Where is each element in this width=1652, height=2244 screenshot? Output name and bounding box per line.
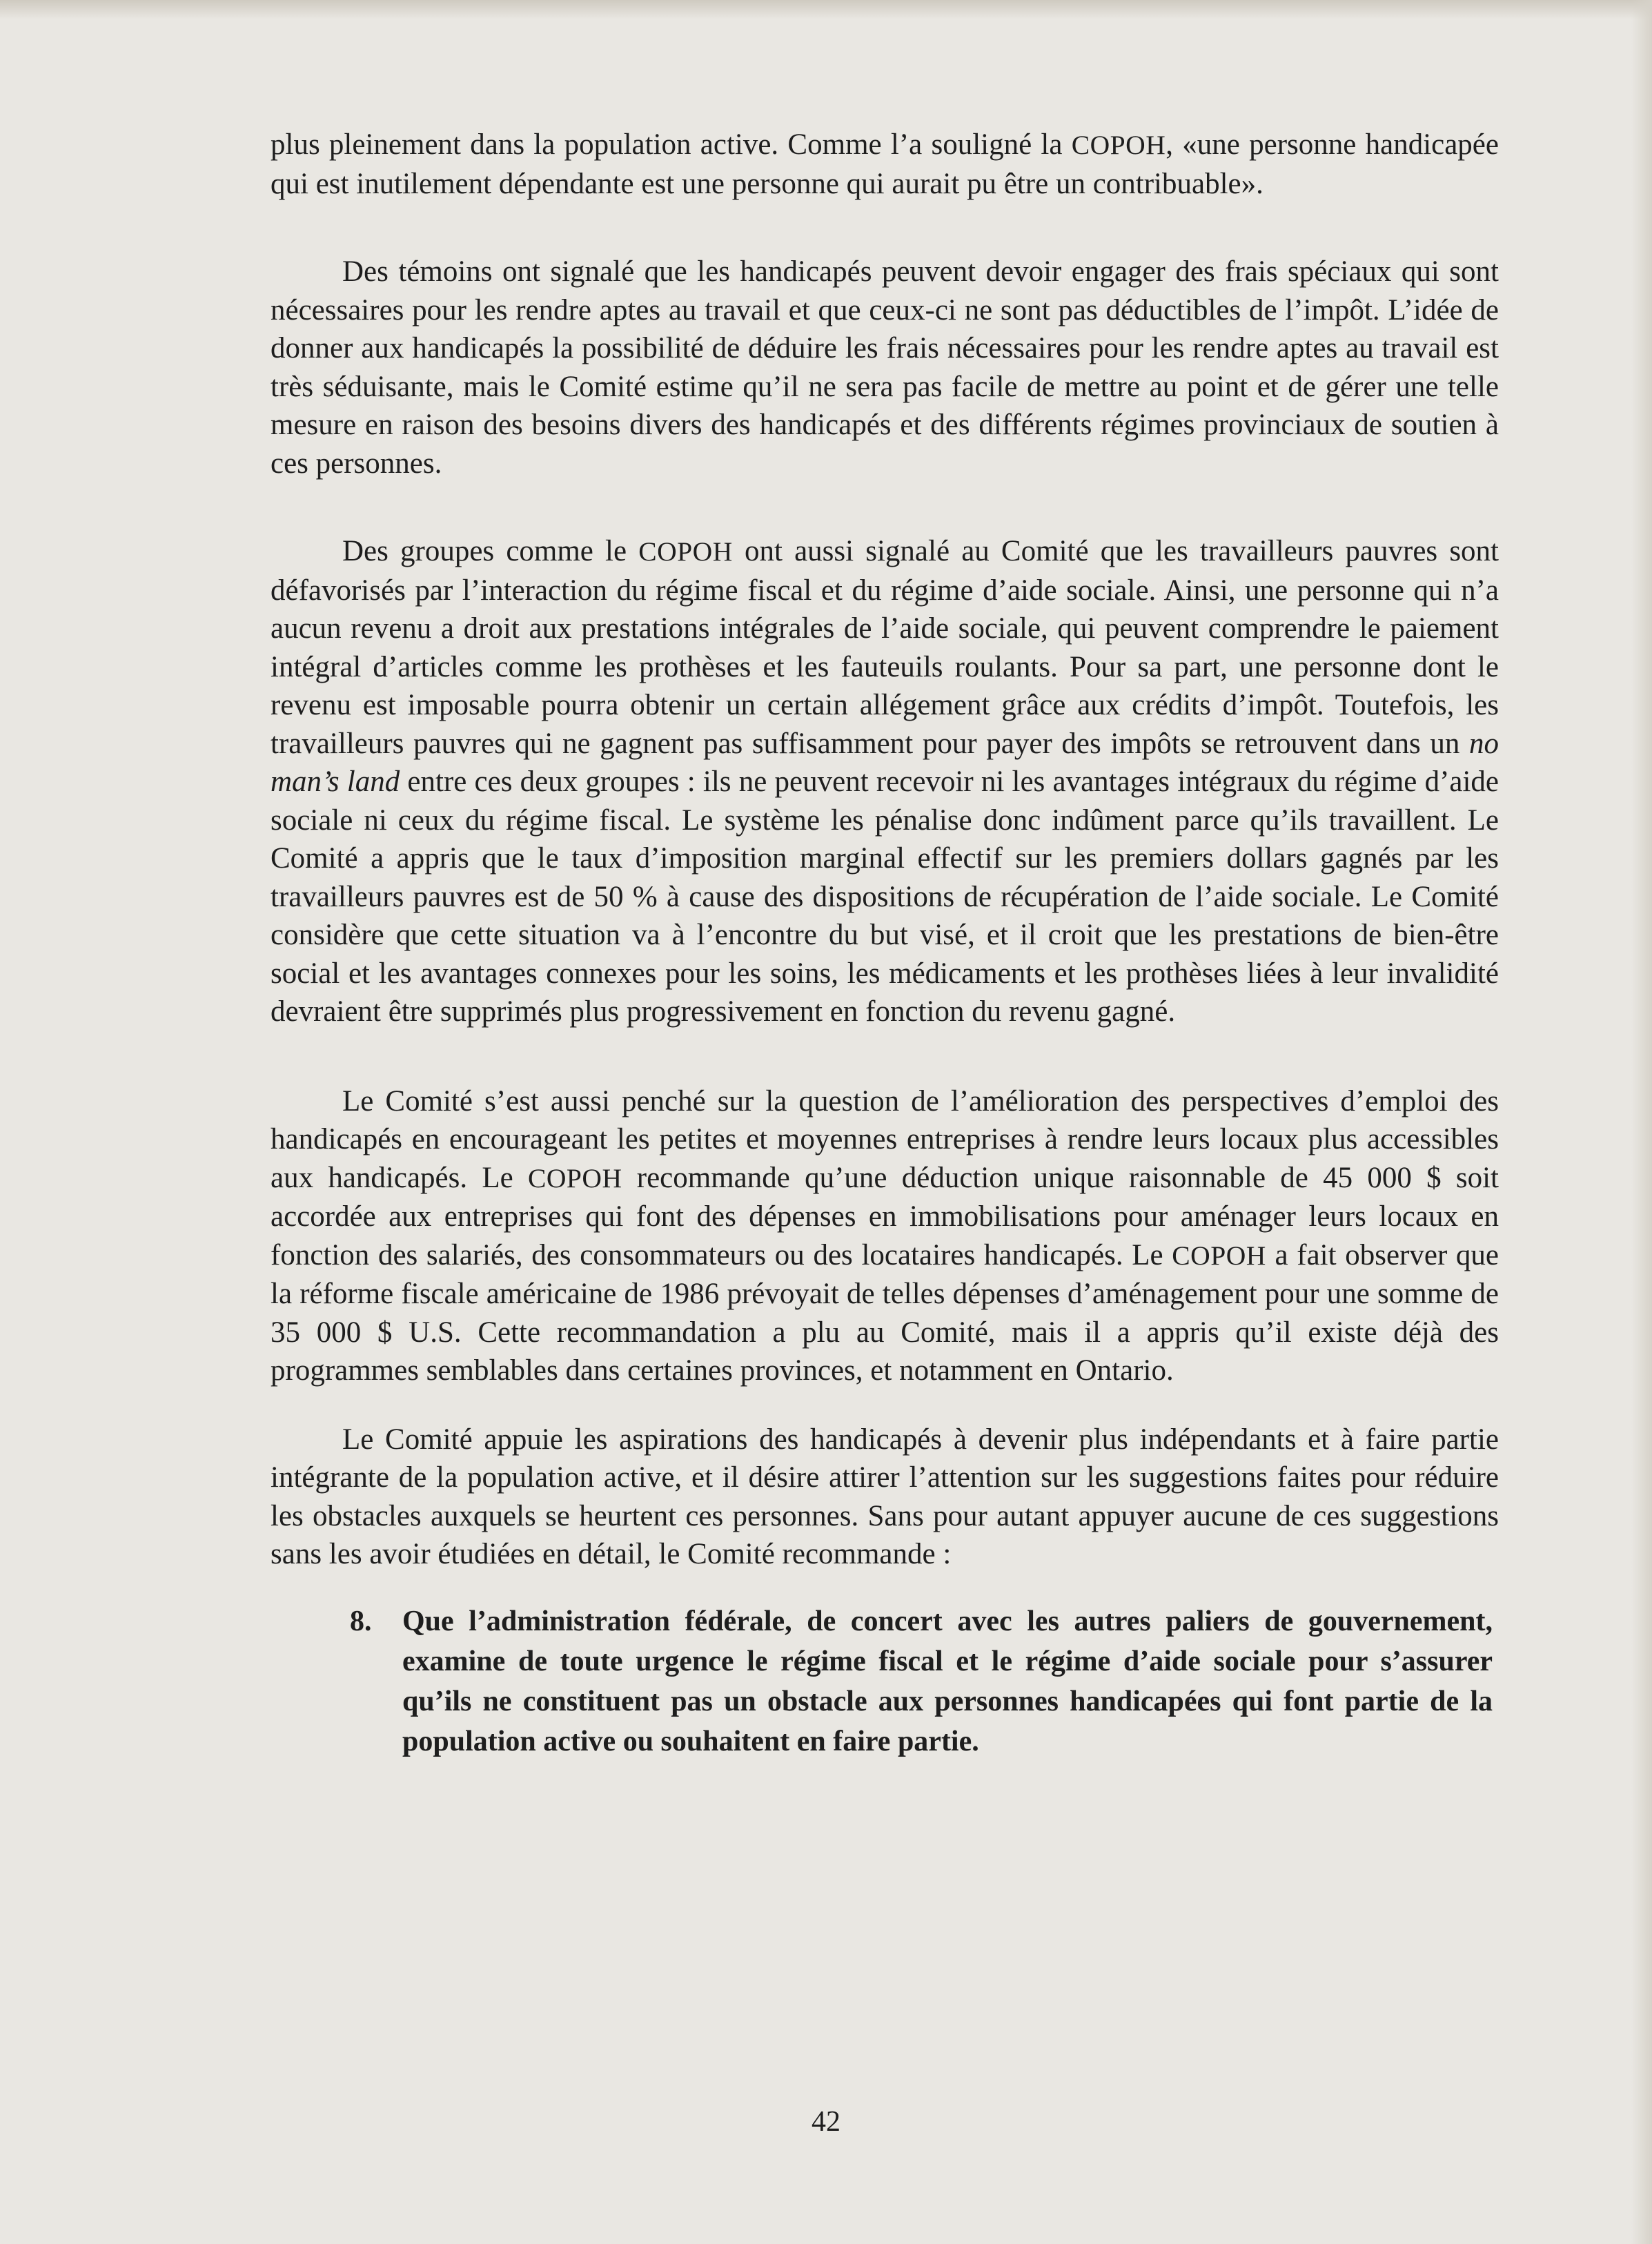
recommendation-number: 8. <box>350 1605 372 1637</box>
paragraph-4-part-b: recommande qu’une déduction unique raisonnable de 45 000 $ soit accordée aux entreprises qui font des dépenses en immobilisations pour aménager leurs locaux en fonction des salariés, des consommateurs ou des locataires handicapés. Le <box>271 1161 1499 1271</box>
page-edge-shadow-top <box>0 0 1652 19</box>
page-number: 42 <box>812 2106 840 2138</box>
paragraph-3-part-a: Des groupes comme le <box>342 535 639 567</box>
paragraph-4 <box>271 1082 1499 1390</box>
paragraph-1 <box>271 126 1499 203</box>
paragraph-1-part-b: , «une personne handicapée qui est inutilement dépendante est une personne qui aurait pu être un contribuable». <box>271 128 1499 200</box>
org-copoh: COPOH <box>1172 1240 1266 1271</box>
paragraph-3-part-b: ont aussi signalé au Comité que les travailleurs pauvres sont défavorisés par l’interaction du régime fiscal et du régime d’aide sociale. Ainsi, une personne qui n’a aucun revenu a droit aux prestations intégrales de l’aide sociale, qui peuvent comprendre le paiement intégral d’articles comme les prothèses et les fauteuils roulants. Pour sa part, une personne dont le revenu est imposable pourra obtenir un certain allégement grâce aux crédits d’impôt. Toutefois, les travailleurs pauvres qui ne gagnent pas suffisamment pour payer des impôts se retrouvent dans un <box>271 535 1499 760</box>
paragraph-2: Des témoins ont signalé que les handicapés peuvent devoir engager des frais spéciaux qui sont nécessaires pour les rendre aptes au travail et que ceux-ci ne sont pas déductibles de l’impôt. L’idée de donner aux handicapés la possibilité de déduire les frais nécessaires pour les rendre aptes au travail est très séduisante, mais le Comité estime qu’il ne sera pas facile de mettre au point et de gérer une telle mesure en raison des besoins divers des handicapés et des différents régimes provinciaux de soutien à ces personnes. <box>271 255 1499 480</box>
org-copoh: COPOH <box>638 536 733 567</box>
paragraph-5: Le Comité appuie les aspirations des handicapés à devenir plus indépendants et à faire partie intégrante de la population active, et il désire attirer l’attention sur les suggestions faites pour réduire les obstacles auxquels se heurtent ces personnes. Sans pour autant appuyer aucune de ces suggestions sans les avoir étudiées en détail, le Comité recommande : <box>271 1423 1499 1570</box>
recommendation-8 <box>350 1601 1493 1762</box>
paragraph-4-part-a: Le Comité s’est aussi penché sur la question de l’amélioration des perspectives d’emploi des handicapés en encourageant les petites et moyennes entreprises à rendre leurs locaux plus accessibles aux handicapés. Le <box>271 1084 1499 1194</box>
paragraph-1-part-a: plus pleinement dans la population active. Comme l’a souligné la <box>271 128 1072 161</box>
italic-phrase: no man’s land <box>271 727 1499 798</box>
paragraph-3-part-c: entre ces deux groupes : ils ne peuvent recevoir ni les avantages intégraux du régime d’aide sociale ni ceux du régime fiscal. Le système les pénalise donc indûment parce qu’ils travaillent. Le Comité a appris que le taux d’imposition marginal effectif sur les premiers dollars gagnés par les travailleurs pauvres est de 50 % à cause des dispositions de récupération de l’aide sociale. Le Comité considère que cette situation va à l’encontre du but visé, et il croit que les prestations de bien-être social et les avantages connexes pour les soins, les médicaments et les prothèses liées à leur invalidité devraient être supprimés plus progressivement en fonction du revenu gagné. <box>271 765 1499 1028</box>
page-edge-shadow-right <box>1631 0 1652 2244</box>
paragraph-4-part-c: a fait observer que la réforme fiscale américaine de 1986 prévoyait de telles dépenses d’aménagement pour une somme de 35 000 $ U.S. Cette recommandation a plu au Comité, mais il a appris qu’il existe déjà des programmes semblables dans certaines provinces, et notamment en Ontario. <box>271 1238 1499 1387</box>
org-copoh: COPOH <box>1071 130 1166 160</box>
org-copoh: COPOH <box>527 1162 622 1193</box>
paragraph-3 <box>271 532 1499 1031</box>
recommendation-text: Que l’administration fédérale, de concert avec les autres paliers de gouvernement, examine de toute urgence le régime fiscal et le régime d’aide sociale pour s’assurer qu’ils ne constituent pas un obstacle aux personnes handicapées qui font partie de la population active ou souhaitent en faire partie. <box>402 1605 1493 1757</box>
document-body <box>271 126 1499 1762</box>
